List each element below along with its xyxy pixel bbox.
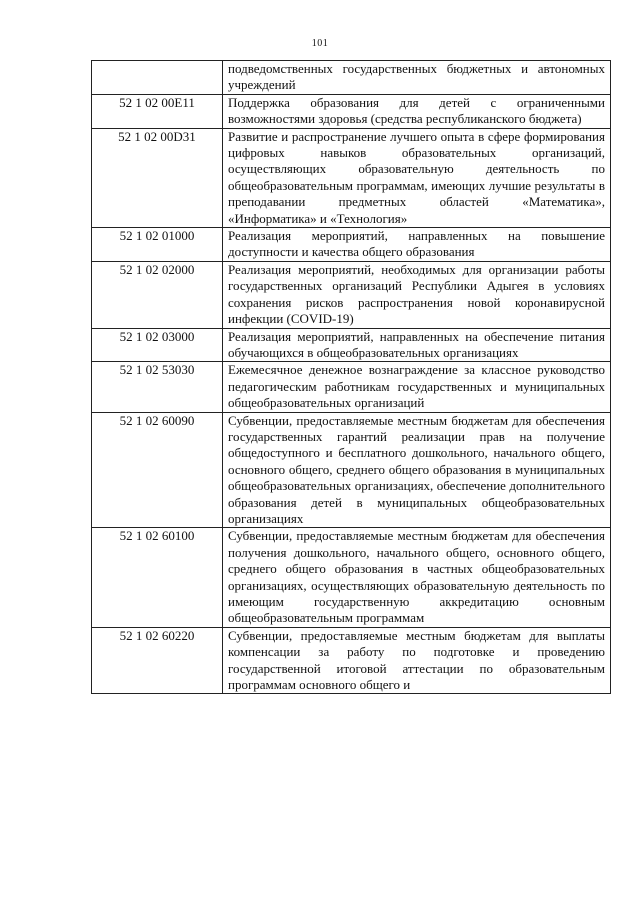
code-cell: 52 1 02 53030 bbox=[92, 362, 223, 412]
code-cell: 52 1 02 60220 bbox=[92, 627, 223, 694]
table-row bbox=[92, 528, 611, 627]
page-number: 101 bbox=[311, 38, 329, 49]
description-cell: Реализация мероприятий, направленных на повышение доступности и качества общего образования bbox=[223, 228, 611, 262]
table-row bbox=[92, 261, 611, 328]
description-cell: Субвенции, предоставляемые местным бюджетам для выплаты компенсации за работу по подготовке и проведению государственной итоговой аттестации по образовательным программам основного общего и bbox=[223, 627, 611, 694]
table-row bbox=[92, 228, 611, 262]
code-cell: 52 1 02 00D31 bbox=[92, 128, 223, 227]
description-cell: Развитие и распространение лучшего опыта в сфере формирования цифровых навыков образовательных организаций, осуществляющих образовательную деятельность по общеобразовательным программам, имеющих лучшие результаты в преподавании предметных областей «Математика», «Информатика» и «Технология» bbox=[223, 128, 611, 227]
description-cell: Реализация мероприятий, направленных на обеспечение питания обучающихся в общеобразовательных организациях bbox=[223, 328, 611, 362]
table-row bbox=[92, 128, 611, 227]
table-row bbox=[92, 627, 611, 694]
table-row bbox=[92, 362, 611, 412]
code-cell: 52 1 02 60100 bbox=[92, 528, 223, 627]
code-cell: 52 1 02 03000 bbox=[92, 328, 223, 362]
description-cell: Ежемесячное денежное вознаграждение за классное руководство педагогическим работникам государственных и муниципальных общеобразовательных организаций bbox=[223, 362, 611, 412]
description-cell: Реализация мероприятий, необходимых для организации работы государственных организаций Республики Адыгея в условиях сохранения рисков распространения новой коронавирусной инфекции (COVID-19) bbox=[223, 261, 611, 328]
description-cell: Субвенции, предоставляемые местным бюджетам для обеспечения получения дошкольного, начального общего, основного общего, среднего общего образования в частных общеобразовательных организациях, осуществляющих образовательную деятельность по имеющим государственную аккредитацию основным общеобразовательным программам bbox=[223, 528, 611, 627]
table-row bbox=[92, 412, 611, 528]
description-cell: Поддержка образования для детей с ограниченными возможностями здоровья (средства республиканского бюджета) bbox=[223, 94, 611, 128]
code-cell: 52 1 02 01000 bbox=[92, 228, 223, 262]
code-cell: 52 1 02 60090 bbox=[92, 412, 223, 528]
table-row bbox=[92, 328, 611, 362]
budget-code-table bbox=[91, 60, 611, 694]
table-row bbox=[92, 61, 611, 95]
description-cell: подведомственных государственных бюджетных и автономных учреждений bbox=[223, 61, 611, 95]
description-cell: Субвенции, предоставляемые местным бюджетам для обеспечения государственных гарантий реализации прав на получение общедоступного и бесплатного дошкольного, начального общего, основного общего, среднего общего образования в муниципальных общеобразовательных организациях, обеспечение дополнительного образования детей в муниципальных общеобразовательных организациях bbox=[223, 412, 611, 528]
code-cell: 52 1 02 00Е11 bbox=[92, 94, 223, 128]
code-cell bbox=[92, 61, 223, 95]
table-row bbox=[92, 94, 611, 128]
code-cell: 52 1 02 02000 bbox=[92, 261, 223, 328]
